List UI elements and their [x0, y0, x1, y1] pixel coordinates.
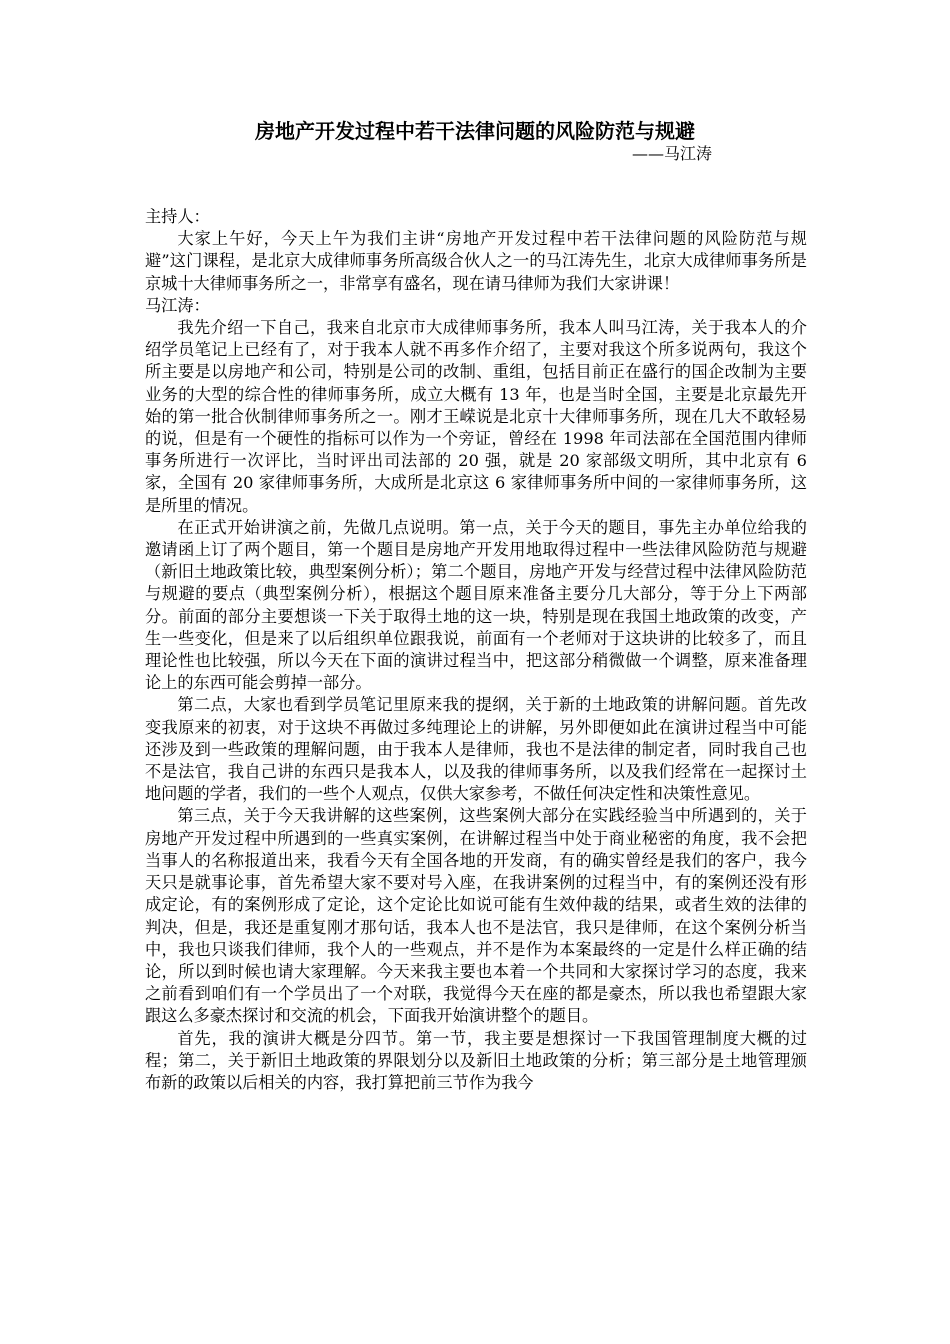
paragraph: 第二点，大家也看到学员笔记里原来我的提纲，关于新的土地政策的讲解问题。首先改变我原来的初衷，对于这块不再做过多纯理论上的讲解，另外即便如此在演讲过程当中可能还涉及到一些政策的理解问题，由于我本人是律师，我也不是法律的制定者，同时我自己也不是法官，我自己讲的东西只是我本人，以及我的律师事务所，以及我们经常在一起探讨土地问题的学者，我们的一些个人观点，仅供大家参考，不做任何决定性和决策性意见。 [145, 695, 807, 804]
document-title: 房地产开发过程中若干法律问题的风险防范与规避 [255, 119, 695, 143]
speaker-label-host: 主持人： [145, 207, 210, 226]
document-author: ——马江涛 [631, 144, 712, 163]
paragraph: 首先，我的演讲大概是分四节。第一节，我主要是想探讨一下我国管理制度大概的过程；第二，关于新旧土地政策的界限划分以及新旧土地政策的分析；第三部分是土地管理颁布新的政策以后相关的内容，我打算把前三节作为我今 [145, 1028, 807, 1092]
paragraph: 第三点，关于今天我讲解的这些案例，这些案例大部分在实践经验当中所遇到的，关于房地产开发过程中所遇到的一些真实案例，在讲解过程当中处于商业秘密的角度，我不会把当事人的名称报道出来，我看今天有全国各地的开发商，有的确实曾经是我们的客户，我今天只是就事论事，首先希望大家不要对号入座，在我讲案例的过程当中，有的案例还没有形成定论，有的案例形成了定论，这个定论比如说可能有生效仲裁的结果，或者生效的法律的判决，但是，我还是重复刚才那句话，我本人也不是法官，我只是律师，在这个案例分析当中，我也只谈我们律师，我个人的一些观点，并不是作为本案最终的一定是什么样正确的结论，所以到时候也请大家理解。今天来我主要也本着一个共同和大家探讨学习的态度，我来之前看到咱们有一个学员出了一个对联，我觉得今天在座的都是豪杰，所以我也希望跟大家跟这么多豪杰探讨和交流的机会，下面我开始演讲整个的题目。 [145, 806, 807, 1026]
document-body [145, 206, 807, 1094]
paragraph: 在正式开始讲演之前，先做几点说明。第一点，关于今天的题目，事先主办单位给我的邀请函上订了两个题目，第一个题目是房地产开发用地取得过程中一些法律风险防范与规避（新旧土地政策比较，典型案例分析）；第二个题目，房地产开发与经营过程中法律风险防范与规避的要点（典型案例分析），根据这个题目原来准备主要分几大部分，等于分上下两部分。前面的部分主要想谈一下关于取得土地的这一块，特别是现在我国土地政策的改变，产生一些变化，但是来了以后组织单位跟我说，前面有一个老师对于这块讲的比较多了，而且理论性也比较强，所以今天在下面的演讲过程当中，把这部分稍微做一个调整，原来准备理论上的东西可能会剪掉一部分。 [145, 517, 807, 693]
paragraph: 大家上午好，今天上午为我们主讲“房地产开发过程中若干法律问题的风险防范与规避”这门课程，是北京大成律师事务所高级合伙人之一的马江涛先生，北京大成律师事务所是京城十大律师事务所之一，非常享有盛名，现在请马律师为我们大家讲课！ [145, 229, 807, 293]
paragraph: 我先介绍一下自己，我来自北京市大成律师事务所，我本人叫马江涛，关于我本人的介绍学员笔记上已经有了，对于我本人就不再多作介绍了，主要对我这个所多说两句，我这个所主要是以房地产和公司，特别是公司的改制、重组，包括目前正在盛行的国企改制为主要业务的大型的综合性的律师事务所，成立大概有 13 年，也是当时全国，主要是北京最先开始的第一批合伙制律师事务所之一。刚才王嵘说是北京十大律师事务所，现在几大不敢轻易的说，但是有一个硬性的指标可以作为一个旁证，曾经在 1998 年司法部在全国范围内律师事务所进行一次评比，当时评出司法部的 20 强，就是 20 家部级文明所，其中北京有 6 家，全国有 20 家律师事务所，大成所是北京这 6 家律师事务所中间的一家律师事务所，这是所里的情况。 [145, 318, 807, 515]
speaker-label-ma: 马江涛： [145, 295, 210, 315]
